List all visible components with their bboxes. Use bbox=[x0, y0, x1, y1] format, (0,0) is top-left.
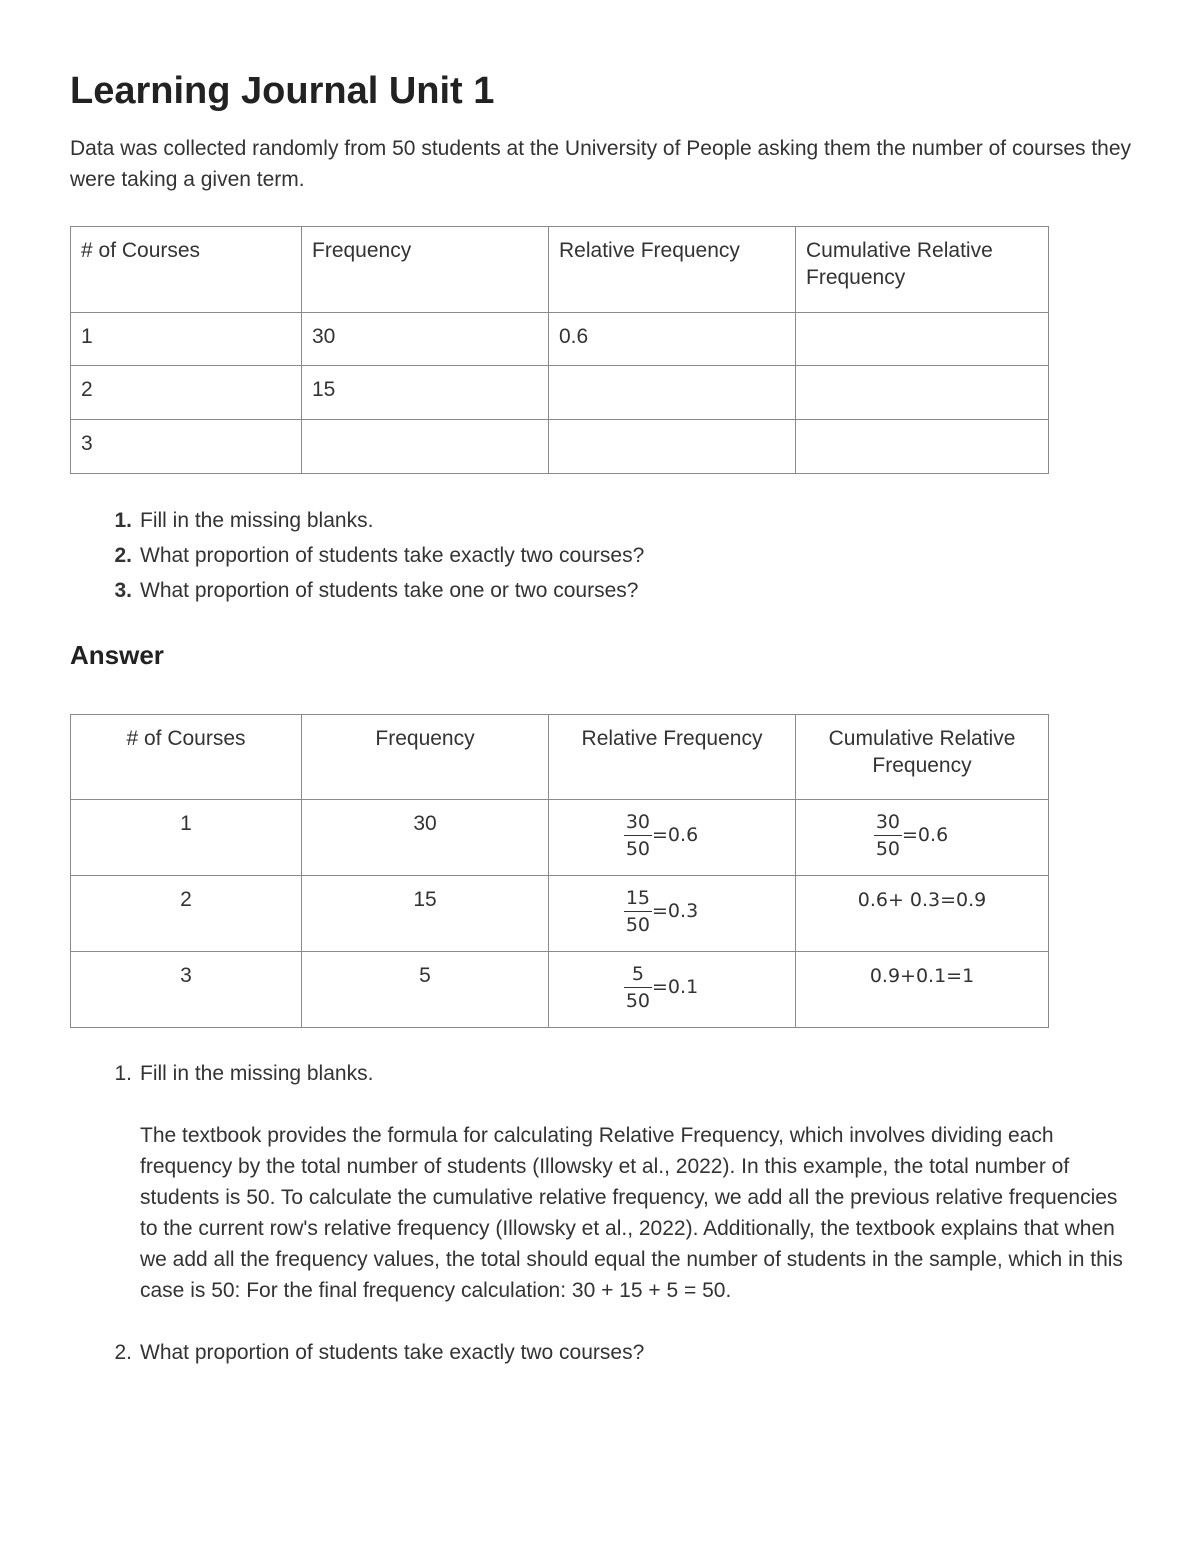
fraction-numerator: 5 bbox=[624, 961, 652, 988]
fraction-numerator: 30 bbox=[624, 809, 652, 836]
header-cell: # of Courses bbox=[71, 227, 302, 313]
fraction-denominator: 50 bbox=[625, 838, 651, 860]
table-cell: 2 bbox=[71, 366, 302, 420]
relative-frequency-formula bbox=[624, 885, 698, 938]
fraction bbox=[624, 961, 652, 1014]
question-text: What proportion of students take exactly two courses? bbox=[140, 544, 645, 567]
table-cell: 1 bbox=[71, 313, 302, 366]
fraction bbox=[874, 809, 902, 862]
table-cell: 3 bbox=[71, 420, 302, 474]
list-number: 3. bbox=[114, 579, 132, 602]
list-item bbox=[114, 503, 644, 538]
question-table bbox=[70, 226, 1049, 474]
document-title: Learning Journal Unit 1 bbox=[70, 70, 495, 112]
cumulative-sum: 0.6+ 0.3=0.9 bbox=[857, 889, 987, 911]
list-item bbox=[114, 538, 645, 573]
fraction-result: =0.1 bbox=[652, 976, 699, 998]
header-cell: Frequency bbox=[302, 227, 549, 313]
fraction-numerator: 15 bbox=[624, 885, 652, 912]
question-text: Fill in the missing blanks. bbox=[140, 1062, 374, 1085]
table-cell bbox=[549, 420, 796, 474]
table-cell bbox=[796, 366, 1049, 420]
header-cell: Relative Frequency bbox=[549, 715, 796, 800]
table-cell: 15 bbox=[302, 366, 549, 420]
header-cell: Cumulative Relative Frequency bbox=[796, 227, 1049, 313]
table-cell: 15 bbox=[302, 876, 549, 952]
table-cell: 30 bbox=[302, 313, 549, 366]
fraction-denominator: 50 bbox=[875, 838, 901, 860]
table-header-row bbox=[71, 227, 1049, 313]
table-cell bbox=[796, 420, 1049, 474]
table-cell bbox=[796, 876, 1049, 952]
table-cell bbox=[796, 952, 1049, 1028]
table-cell bbox=[302, 420, 549, 474]
fraction-result: =0.6 bbox=[902, 824, 949, 846]
relative-frequency-formula bbox=[624, 809, 698, 862]
question-text: Fill in the missing blanks. bbox=[140, 509, 374, 532]
fraction-result: =0.3 bbox=[652, 900, 699, 922]
cumulative-frequency-formula bbox=[874, 809, 948, 862]
table-cell: 3 bbox=[71, 952, 302, 1028]
table-cell: 5 bbox=[302, 952, 549, 1028]
table-cell: 2 bbox=[71, 876, 302, 952]
table-cell bbox=[549, 952, 796, 1028]
table-cell: 1 bbox=[71, 800, 302, 876]
intro-paragraph: Data was collected randomly from 50 students at the University of People asking them the number of courses they were taking a given term. bbox=[70, 137, 1132, 191]
answer-heading: Answer bbox=[70, 640, 164, 670]
header-cell: # of Courses bbox=[71, 715, 302, 800]
fraction-denominator: 50 bbox=[625, 990, 651, 1012]
table-row bbox=[71, 420, 1049, 474]
fraction-result: =0.6 bbox=[652, 824, 699, 846]
fraction bbox=[624, 885, 652, 938]
answer-table bbox=[70, 714, 1049, 1028]
question-list bbox=[114, 503, 645, 608]
list-item bbox=[114, 1058, 1130, 1306]
table-cell bbox=[796, 313, 1049, 366]
fraction-numerator: 30 bbox=[874, 809, 902, 836]
fraction-denominator: 50 bbox=[625, 914, 651, 936]
question-text: What proportion of students take one or two courses? bbox=[140, 579, 639, 602]
table-row bbox=[71, 366, 1049, 420]
table-cell: 30 bbox=[302, 800, 549, 876]
cumulative-sum: 0.9+0.1=1 bbox=[869, 965, 975, 987]
question-text: What proportion of students take exactly two courses? bbox=[140, 1341, 645, 1364]
list-number: 1. bbox=[114, 509, 132, 532]
answer-explanation: The textbook provides the formula for calculating Relative Frequency, which involves dividing each frequency by the total number of students (Illowsky et al., 2022). In this example, the total number of students is 50. To calculate the cumulative relative frequency, we add all the previous relative frequencies to the current row's relative frequency (Illowsky et al., 2022). Additionally, the textbook explains that when we add all the frequency values, the total should equal the number of students in the sample, which in this case is 50: For the final frequency calculation: 30 + 15 + 5 = 50. bbox=[140, 1124, 1123, 1302]
header-cell: Cumulative Relative Frequency bbox=[796, 715, 1049, 800]
fraction bbox=[624, 809, 652, 862]
list-number: 2. bbox=[114, 544, 132, 567]
table-row bbox=[71, 952, 1049, 1028]
answer-list bbox=[114, 1058, 1130, 1368]
table-cell: 0.6 bbox=[549, 313, 796, 366]
table-cell bbox=[549, 366, 796, 420]
table-cell bbox=[796, 800, 1049, 876]
table-row bbox=[71, 313, 1049, 366]
relative-frequency-formula bbox=[624, 961, 698, 1014]
header-cell: Relative Frequency bbox=[549, 227, 796, 313]
header-cell: Frequency bbox=[302, 715, 549, 800]
list-number: 2. bbox=[114, 1341, 132, 1364]
list-item bbox=[114, 1337, 1130, 1368]
table-row bbox=[71, 876, 1049, 952]
table-cell bbox=[549, 800, 796, 876]
table-cell bbox=[549, 876, 796, 952]
table-header-row bbox=[71, 715, 1049, 800]
list-item bbox=[114, 573, 644, 608]
list-number: 1. bbox=[114, 1062, 132, 1085]
table-row bbox=[71, 800, 1049, 876]
